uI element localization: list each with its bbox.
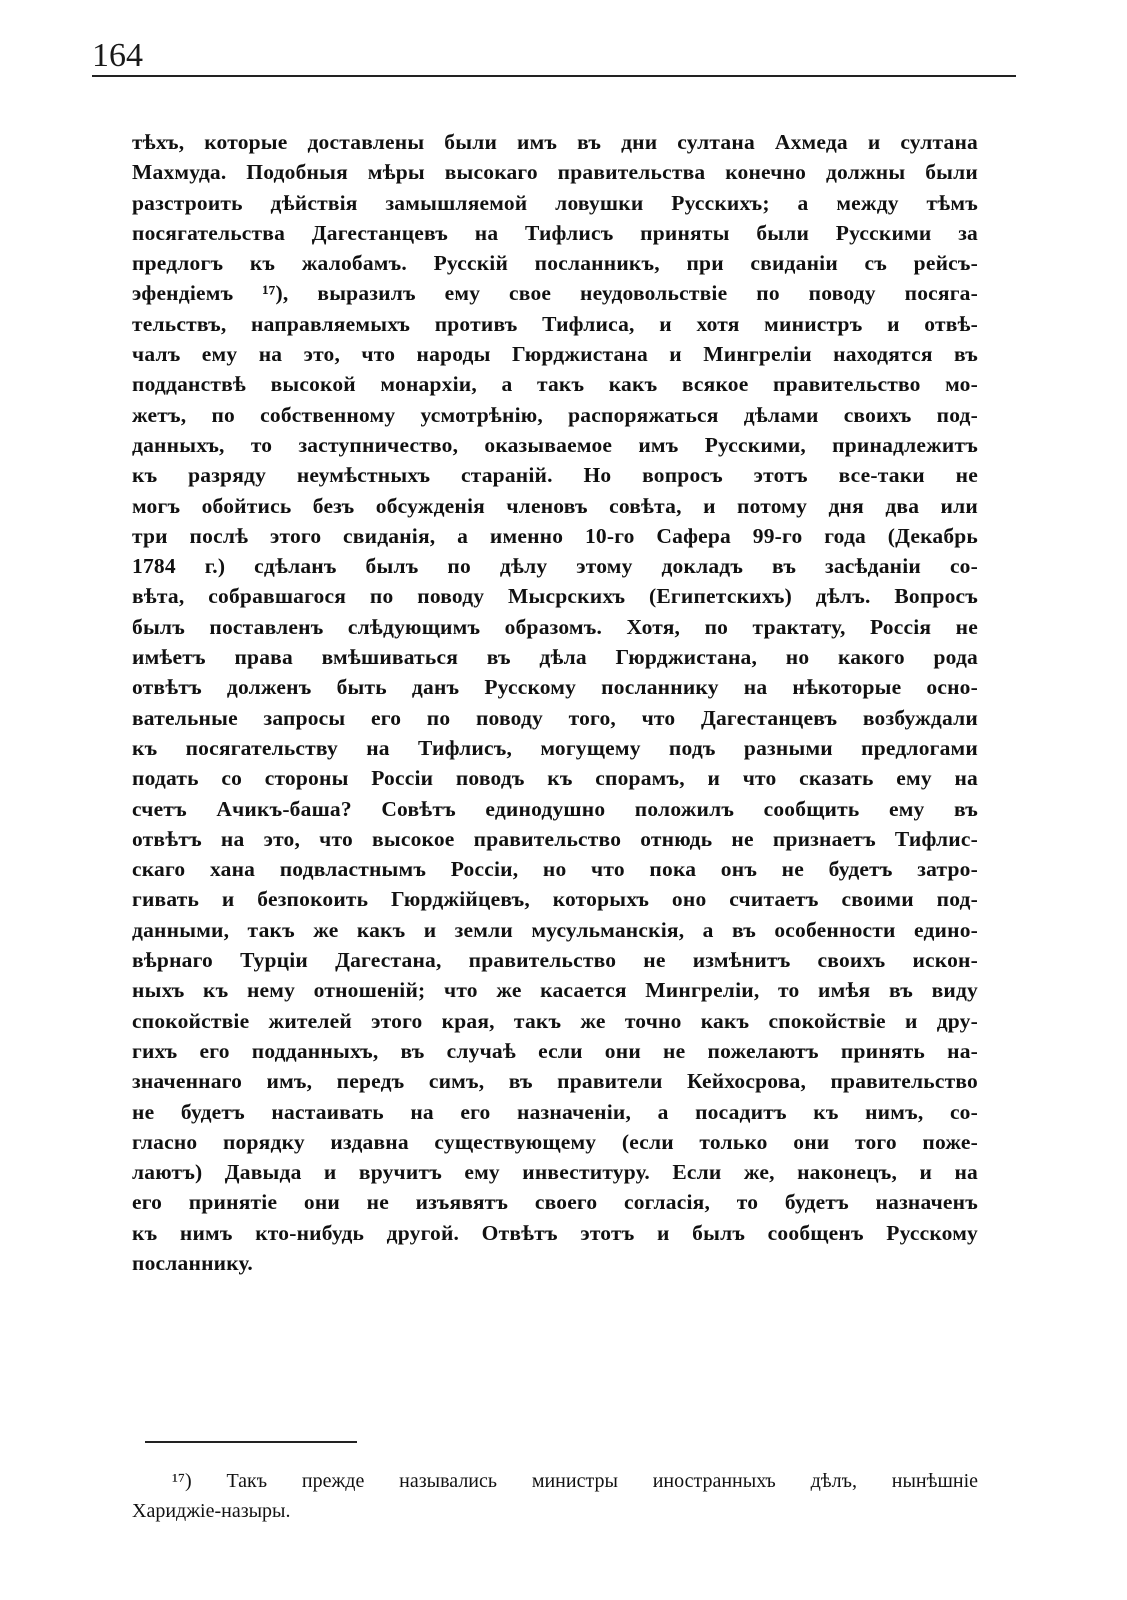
text-line: предлогъ къ жалобамъ. Русскій посланникъ, при свиданіи съ рейсъ- [132,251,978,276]
text-line: 1784 г.) сдѣланъ былъ по дѣлу этому докладъ въ засѣданіи со- [132,554,978,579]
text-line: жетъ, по собственному усмотрѣнію, распоряжаться дѣлами своихъ под- [132,402,978,427]
text-line: лаютъ) Давыда и вручитъ ему инвеституру. Если же, наконецъ, и на [132,1160,978,1185]
text-line: гласно порядку издавна существующему (если только они того поже- [132,1129,978,1154]
footnote-line: ¹⁷) Такъ прежде назывались министры иностранныхъ дѣлъ, нынѣшніе [172,1470,978,1492]
footnote-rule [145,1441,357,1443]
text-line: счетъ Ачикъ-баша? Совѣтъ единодушно положилъ сообщить ему въ [132,796,978,821]
text-line: посланнику. [132,1250,253,1275]
text-line: тельствъ, направляемыхъ противъ Тифлиса, и хотя министръ и отвѣ- [132,311,978,336]
text-line: гивать и безпокоить Гюрджійцевъ, которыхъ оно считаетъ своими под- [132,887,978,912]
text-line: отвѣтъ на это, что высокое правительство отнюдь не признаетъ Тифлис- [132,826,978,851]
header-rule [92,75,1016,77]
text-line: посягательства Дагестанцевъ на Тифлисъ приняты были Русскими за [132,220,978,245]
text-line: данныхъ, то заступничество, оказываемое имъ Русскими, принадлежитъ [132,432,978,457]
text-line: гихъ его подданныхъ, въ случаѣ если они не пожелаютъ принять на- [132,1038,978,1063]
text-line: вательные запросы его по поводу того, что Дагестанцевъ возбуждали [132,705,978,730]
text-line: къ разряду неумѣстныхъ стараній. Но вопросъ этотъ все-таки не [132,463,978,488]
text-line: значеннаго имъ, передъ симъ, въ правители Кейхосрова, правительство [132,1069,978,1094]
footnote-line: Хариджіе-назыры. [132,1500,291,1522]
text-line: имѣетъ права вмѣшиваться въ дѣла Гюрджистана, но какого рода [132,645,978,670]
text-line: подданствѣ высокой монархіи, а такъ какъ всякое правительство мо- [132,372,978,397]
text-line: къ посягательству на Тифлисъ, могущему подъ разными предлогами [132,735,978,760]
text-line: ныхъ къ нему отношеній; что же касается Мингреліи, то имѣя въ виду [132,978,978,1003]
text-line: чалъ ему на это, что народы Гюрджистана и Мингреліи находятся въ [132,342,978,367]
text-line: не будетъ настаивать на его назначеніи, а посадитъ къ нимъ, со- [132,1099,978,1124]
text-line: тѣхъ, которые доставлены были имъ въ дни султана Ахмеда и султана [132,130,978,154]
text-line: эфендіемъ ¹⁷), выразилъ ему свое неудовольствіе по поводу посяга- [132,281,978,306]
text-line: былъ поставленъ слѣдующимъ образомъ. Хотя, по трактату, Россія не [132,614,978,639]
text-line: разстроить дѣйствія замышляемой ловушки Русскихъ; а между тѣмъ [132,190,978,215]
text-line: отвѣтъ долженъ быть данъ Русскому посланнику на нѣкоторые осно- [132,675,978,700]
text-line: къ нимъ кто-нибудь другой. Отвѣтъ этотъ и былъ сообщенъ Русскому [132,1220,978,1245]
footnote [132,1466,978,1526]
text-line: спокойствіе жителей этого края, такъ же точно какъ спокойствіе и дру- [132,1008,978,1033]
text-line: могъ обойтись безъ обсужденія членовъ совѣта, и потому дня два или [132,493,978,518]
text-line: вѣрнаго Турціи Дагестана, правительство не измѣнитъ своихъ искон- [132,948,978,973]
text-line: три послѣ этого свиданія, а именно 10-го Сафера 99-го года (Декабрь [132,523,978,548]
text-line: скаго хана подвластнымъ Россіи, но что пока онъ не будетъ затро- [132,857,978,882]
text-line: подать со стороны Россіи поводъ къ спорамъ, и что сказать ему на [132,766,978,791]
text-line: вѣта, собравшагося по поводу Мысрскихъ (Египетскихъ) дѣлъ. Вопросъ [132,584,978,609]
text-line: Махмуда. Подобныя мѣры высокаго правительства конечно должны были [132,160,978,185]
text-line: его принятіе они не изъявятъ своего согласія, то будетъ назначенъ [132,1190,978,1215]
text-line: данными, такъ же какъ и земли мусульманскія, а въ особенности едино- [132,917,978,942]
body-text [132,127,978,1278]
page-number: 164 [92,37,143,74]
